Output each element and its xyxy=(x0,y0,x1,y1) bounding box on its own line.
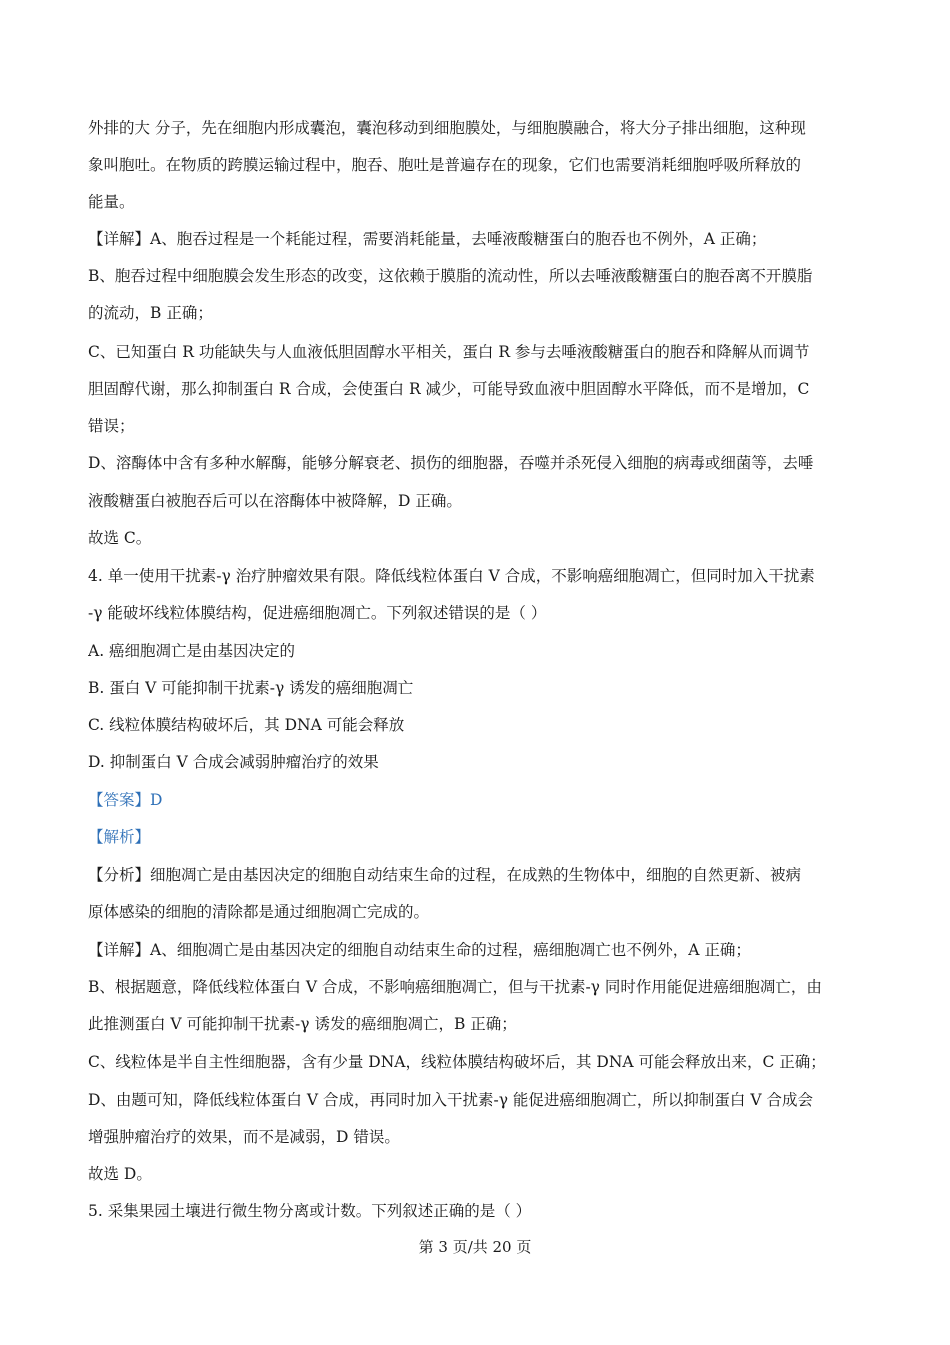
text-line: 液酸糖蛋白被胞吞后可以在溶酶体中被降解，D 正确。 xyxy=(88,492,462,510)
text-line: 【详解】A、细胞凋亡是由基因决定的细胞自动结束生命的过程，癌细胞凋亡也不例外，A 正确； xyxy=(88,941,751,959)
text-line: C、线粒体是半自主性细胞器，含有少量 DNA，线粒体膜结构破坏后，其 DNA 可能会释放出来，C 正确； xyxy=(88,1053,826,1071)
text-line: B、根据题意，降低线粒体蛋白 V 合成，不影响癌细胞凋亡，但与干扰素-γ 同时作用能促进癌细胞凋亡，由 xyxy=(88,978,822,996)
text-line: B、胞吞过程中细胞膜会发生形态的改变，这依赖于膜脂的流动性，所以去唾液酸糖蛋白的胞吞离不开膜脂 xyxy=(88,267,813,285)
text-line: C、已知蛋白 R 功能缺失与人血液低胆固醇水平相关，蛋白 R 参与去唾液酸糖蛋白的胞吞和降解从而调节 xyxy=(88,343,810,361)
answer-label: 【答案】D xyxy=(88,791,163,809)
text-line: 外排的大 分子，先在细胞内形成囊泡，囊泡移动到细胞膜处，与细胞膜融合，将大分子排出细胞，这种现 xyxy=(88,119,806,137)
question-line: 4. 单一使用干扰素-γ 治疗肿瘤效果有限。降低线粒体蛋白 V 合成，不影响癌细胞凋亡，但同时加入干扰素 xyxy=(88,567,815,585)
text-line: 故选 D。 xyxy=(88,1165,152,1183)
text-line: D、由题可知，降低线粒体蛋白 V 合成，再同时加入干扰素-γ 能促进癌细胞凋亡，所以抑制蛋白 V 合成会 xyxy=(88,1091,813,1109)
text-line: 能量。 xyxy=(88,193,135,211)
option-a: A. 癌细胞凋亡是由基因决定的 xyxy=(88,642,296,660)
text-line: 【分析】细胞凋亡是由基因决定的细胞自动结束生命的过程，在成熟的生物体中，细胞的自然更新、被病 xyxy=(88,866,802,884)
analysis-label: 【解析】 xyxy=(88,828,151,846)
text-line: 原体感染的细胞的清除都是通过细胞凋亡完成的。 xyxy=(88,903,430,921)
text-line: 此推测蛋白 V 可能抑制干扰素-γ 诱发的癌细胞凋亡，B 正确； xyxy=(88,1015,517,1033)
question-line: 5. 采集果园土壤进行微生物分离或计数。下列叙述正确的是（ ） xyxy=(88,1202,532,1220)
text-line: 错误； xyxy=(88,417,135,435)
option-b: B. 蛋白 V 可能抑制干扰素-γ 诱发的癌细胞凋亡 xyxy=(88,679,414,697)
text-line: 增强肿瘤治疗的效果，而不是减弱，D 错误。 xyxy=(88,1128,400,1146)
question-line: -γ 能破坏线粒体膜结构，促进癌细胞凋亡。下列叙述错误的是（ ） xyxy=(88,604,547,622)
option-d: D. 抑制蛋白 V 合成会减弱肿瘤治疗的效果 xyxy=(88,753,379,771)
text-line: 胆固醇代谢，那么抑制蛋白 R 合成，会使蛋白 R 减少，可能导致血液中胆固醇水平降低，而不是增加，C xyxy=(88,380,810,398)
option-c: C. 线粒体膜结构破坏后，其 DNA 可能会释放 xyxy=(88,716,405,734)
text-line: D、溶酶体中含有多种水解酶，能够分解衰老、损伤的细胞器，吞噬并杀死侵入细胞的病毒或细菌等，去唾 xyxy=(88,454,814,472)
text-line: 的流动，B 正确； xyxy=(88,304,213,322)
text-line: 故选 C。 xyxy=(88,529,152,547)
text-line: 【详解】A、胞吞过程是一个耗能过程，需要消耗能量，去唾液酸糖蛋白的胞吞也不例外，A 正确； xyxy=(88,230,767,248)
page-footer: 第 3 页/共 20 页 xyxy=(418,1238,532,1256)
text-line: 象叫胞吐。在物质的跨膜运输过程中，胞吞、胞吐是普遍存在的现象，它们也需要消耗细胞呼吸所释放的 xyxy=(88,156,802,174)
